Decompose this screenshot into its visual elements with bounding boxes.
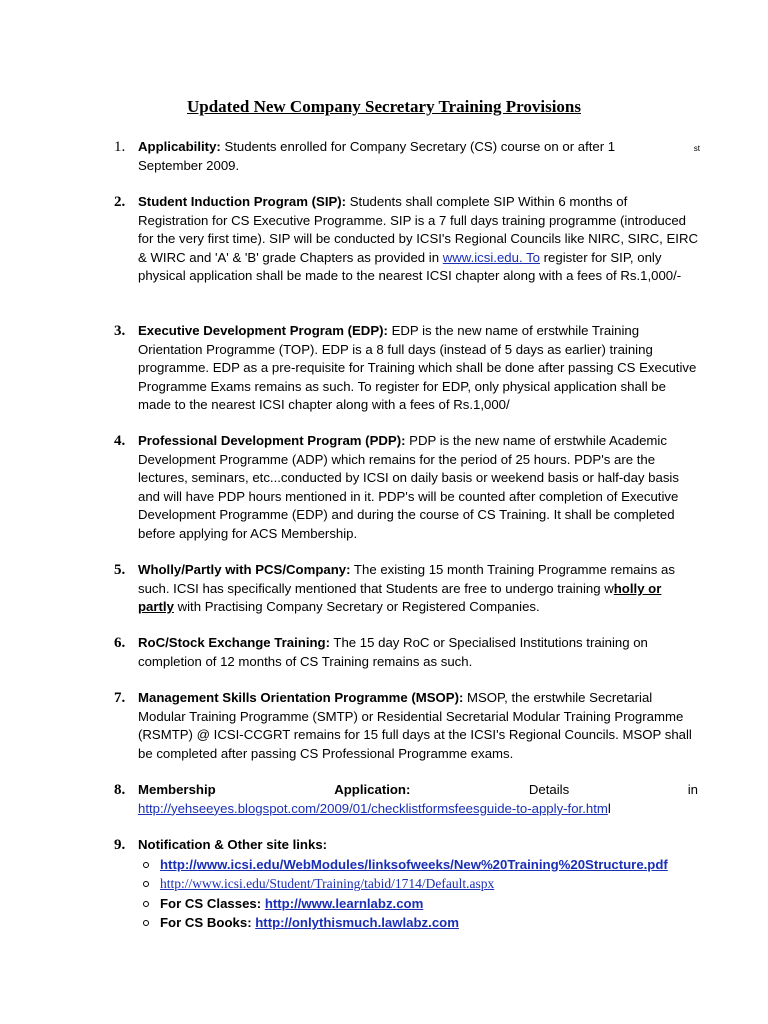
provision-item-5 [114,561,698,617]
list-item [138,913,698,933]
item-number: 3. [114,323,126,339]
item-number: 9. [114,837,126,853]
item-number: 4. [114,433,126,449]
provision-item-9 [114,836,698,933]
item-text: Students enrolled for Company Secretary (CS) course on or after 1 [220,139,616,154]
item-text: PDP is the new name of erstwhile Academic Development Programme (ADP) which remains for the period of 25 hours. PDP's are the lectures, seminars, etc...conducted by ICSI on daily basis or weekend basis or half-day basis and will have PDP hours mentioned in it. PDP's will be counted after completion of Executive Development Programme (EDP) and during the course of CS Training. It shall be completed before applying for ACS Membership. [138,433,679,541]
item-heading: Professional Development Program (PDP): [138,433,406,448]
item-word: Details [528,782,570,797]
provision-item-4 [114,432,698,544]
cs-classes-link[interactable]: http://www.learnlabz.com [264,895,424,911]
item-number: 5. [114,562,126,578]
item-number: 2. [114,194,126,210]
links-list [138,855,698,933]
membership-link[interactable]: http://yehseeyes.blogspot.com/2009/01/checklistformsfeesguide-to-apply-for.htm [138,800,608,816]
item-heading: RoC/Stock Exchange Training: [138,635,330,650]
item-text: Students shall complete SIP Within 6 months of Registration for CS Executive Programme. SIP is a 7 full days training programme (introduced for the very first time). SIP will be conducted by ICSI's Regional Councils like NIRC, SIRC, EIRC & WIRC and 'A' & 'B' grade Chapters as provided in [138,194,699,265]
item-word: in [687,782,698,797]
provision-item-1 [114,138,698,175]
item-heading: Student Induction Program (SIP): [138,194,347,209]
item-heading: Notification & Other site links: [138,837,328,852]
item-heading: Executive Development Program (EDP): [138,323,388,338]
item-text: The 15 day RoC or Specialised Institutions training on completion of 12 months of CS Training remains as such. [138,635,648,669]
item-heading: Applicability: [138,139,221,154]
document-title: Updated New Company Secretary Training Provisions [186,97,581,116]
link-tail: To [522,249,540,265]
item-text-continued: September 2009. [138,157,240,173]
list-item [138,874,698,894]
training-structure-link[interactable]: http://www.icsi.edu/WebModules/linksofweeks/New%20Training%20Structure.pdf [160,856,668,872]
item-text: EDP is the new name of erstwhile Training Orientation Programme (TOP). EDP is a 8 full days (instead of 5 days as earlier) training programme. EDP as a pre-requisite for Training which shall be done after passing CS Executive Programme Exams remains as such. To register for EDP, only physical application shall be made to the nearest ICSI chapter along with a fees of Rs.1,000/ [138,323,697,413]
cs-books-link[interactable]: http://onlythismuch.lawlabz.com [255,915,459,931]
list-item [138,894,698,914]
link-label: For CS Books: [160,915,256,931]
item-heading: Membership [138,782,216,797]
link-label: For CS Classes: [160,895,265,911]
provision-item-8 [114,781,698,818]
provision-item-2 [114,193,698,286]
item-heading: Wholly/Partly with PCS/Company: [138,562,351,577]
item-text-continued: register for SIP, only physical application shall be made to the nearest ICSI chapter along with a fees of Rs.1,000/- [138,249,682,284]
list-item [138,855,698,875]
provision-item-3 [114,322,698,415]
emphasis-text: holly or partly [138,580,662,615]
item-text: The existing 15 month Training Programme remains as such. ICSI has specifically mentioned that Students are free to undergo training w [138,562,675,596]
item-number: 1. [114,139,126,155]
superscript: st [693,144,700,153]
item-number: 6. [114,635,126,651]
student-training-link[interactable]: http://www.icsi.edu/Student/Training/tabid/1714/Default.aspx [160,876,495,892]
item-number: 7. [114,690,126,706]
icsi-link[interactable]: www.icsi.edu. [442,249,523,265]
item-heading-word: Application: [334,782,411,797]
provision-item-6 [114,634,698,671]
item-text: MSOP, the erstwhile Secretarial Modular Training Programme (SMTP) or Residential Secretarial Modular Training Programme (RSMTP) @ ICSI-CCGRT remains for 15 full days at the ICSI's Regional Councils. MSOP shall be completed after passing CS Professional Programme exams. [138,690,692,761]
link-tail: l [607,800,611,816]
item-heading: Management Skills Orientation Programme (MSOP): [138,690,464,705]
item-text-continued: with Practising Company Secretary or Registered Companies. [173,599,540,615]
provision-item-7 [114,689,698,763]
item-number: 8. [114,782,126,798]
